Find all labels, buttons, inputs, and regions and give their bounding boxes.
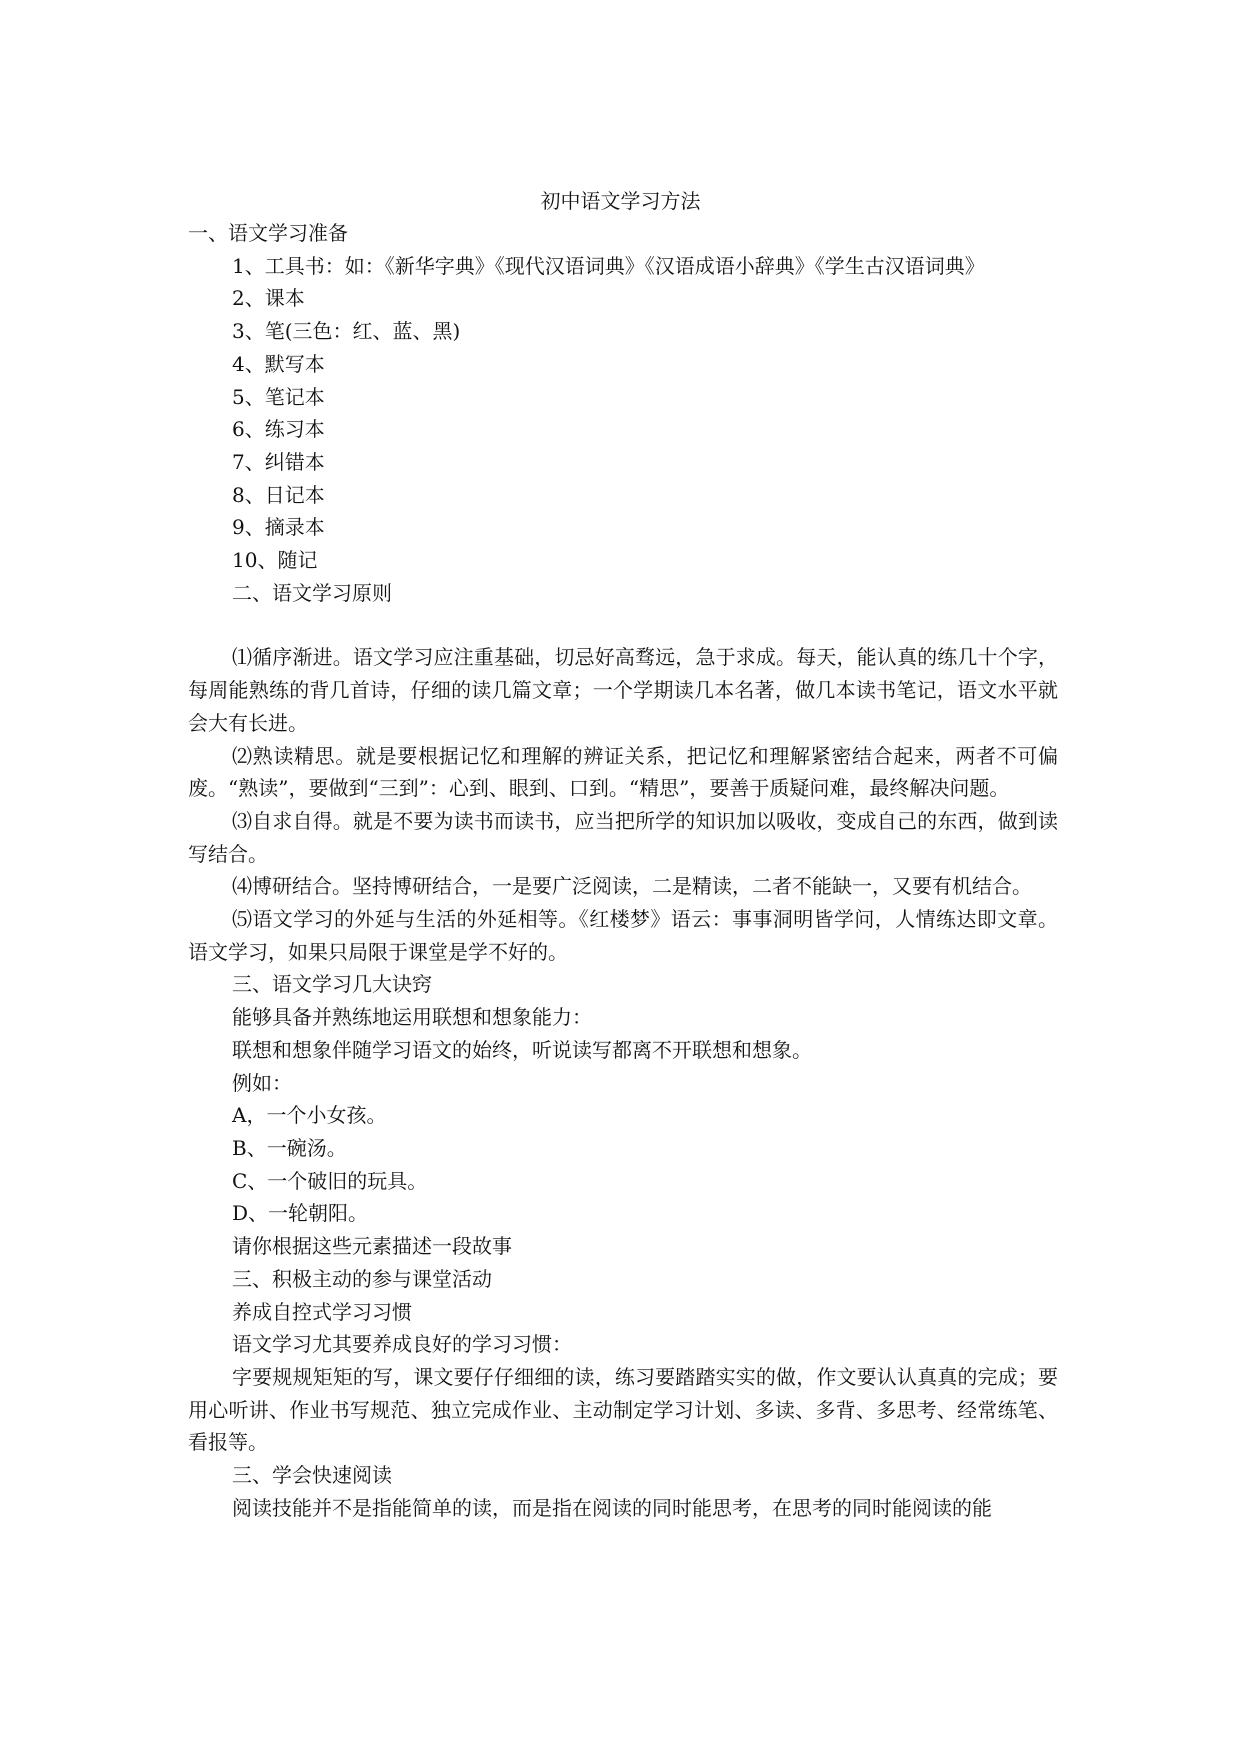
example-item-c: C、一个破旧的玩具。 xyxy=(232,1168,428,1193)
section-heading-tips: 三、语文学习几大诀窍 xyxy=(232,972,432,997)
section-heading-classroom: 三、积极主动的参与课堂活动 xyxy=(232,1266,492,1291)
blank-line xyxy=(188,609,1058,641)
document-title: 初中语文学习方法 xyxy=(540,189,701,213)
prep-item-pens: 3、笔(三色：红、蓝、黑) xyxy=(232,319,461,344)
section-heading-principles: 二、语文学习原则 xyxy=(232,580,392,605)
habits-paragraph: 字要规规矩矩的写，课文要仔仔细细的读，练习要踏踏实实的做，作文要认认真真的完成；要用心听讲、作业书写规范、独立完成作业、主动制定学习计划、多读、多背、多思考、经常练笔、看报等。 xyxy=(188,1364,1058,1455)
tips-line: 请你根据这些元素描述一段故事 xyxy=(232,1234,512,1259)
principle-paragraph: ⑸语文学习的外延与生活的外延相等。《红楼梦》语云：事事洞明皆学问，人情练达即文章。语文学习，如果只局限于课堂是学不好的。 xyxy=(188,907,1058,964)
principle-paragraph: ⑷博研结合。坚持博研结合，一是要广泛阅读，二是精读，二者不能缺一，又要有机结合。 xyxy=(232,874,1032,899)
document-body xyxy=(188,217,1058,1524)
tips-line: 例如： xyxy=(232,1070,292,1095)
prep-item-error-book: 7、纠错本 xyxy=(232,449,325,474)
prep-item-notebook: 5、笔记本 xyxy=(232,384,325,409)
prep-item-jottings: 10、随记 xyxy=(232,548,318,573)
example-item-b: B、一碗汤。 xyxy=(232,1135,347,1160)
classroom-line: 养成自控式学习习惯 xyxy=(232,1299,412,1324)
principle-paragraph: ⑵熟读精思。就是要根据记忆和理解的辨证关系，把记忆和理解紧密结合起来，两者不可偏废。“熟读”，要做到“三到”：心到、眼到、口到。“精思”，要善于质疑问难，最终解决问题。 xyxy=(188,743,1058,801)
principle-paragraph: ⑶自求自得。就是不要为读书而读书，应当把所学的知识加以吸收，变成自己的东西，做到读写结合。 xyxy=(188,808,1058,866)
prep-item-diary: 8、日记本 xyxy=(232,482,325,507)
section-heading-fast-reading: 三、学会快速阅读 xyxy=(232,1463,392,1488)
prep-item-dictation-book: 4、默写本 xyxy=(232,351,325,376)
section-heading-preparation: 一、语文学习准备 xyxy=(188,221,348,245)
fast-reading-paragraph: 阅读技能并不是指能简单的读，而是指在阅读的同时能思考，在思考的同时能阅读的能 xyxy=(232,1495,992,1520)
tips-line: 联想和想象伴随学习语文的始终，听说读写都离不开联想和想象。 xyxy=(232,1037,812,1062)
prep-item-tools: 1、工具书：如：《新华字典》《现代汉语词典》《汉语成语小辞典》《学生古汉语词典》 xyxy=(232,253,985,278)
prep-item-textbook: 2、课本 xyxy=(232,286,305,311)
tips-line: 能够具备并熟练地运用联想和想象能力： xyxy=(232,1005,592,1030)
prep-item-exercise-book: 6、练习本 xyxy=(232,417,325,442)
prep-item-excerpt-book: 9、摘录本 xyxy=(232,515,325,540)
example-item-a: A，一个小女孩。 xyxy=(232,1103,387,1128)
principle-paragraph: ⑴循序渐进。语文学习应注重基础，切忌好高骛远，急于求成。每天，能认真的练几十个字，每周能熟练的背几首诗，仔细的读几篇文章；一个学期读几本名著，做几本读书笔记，语文水平就会大有长进。 xyxy=(188,645,1058,735)
example-item-d: D、一轮朝阳。 xyxy=(232,1201,369,1226)
classroom-line: 语文学习尤其要养成良好的学习习惯： xyxy=(232,1332,572,1357)
